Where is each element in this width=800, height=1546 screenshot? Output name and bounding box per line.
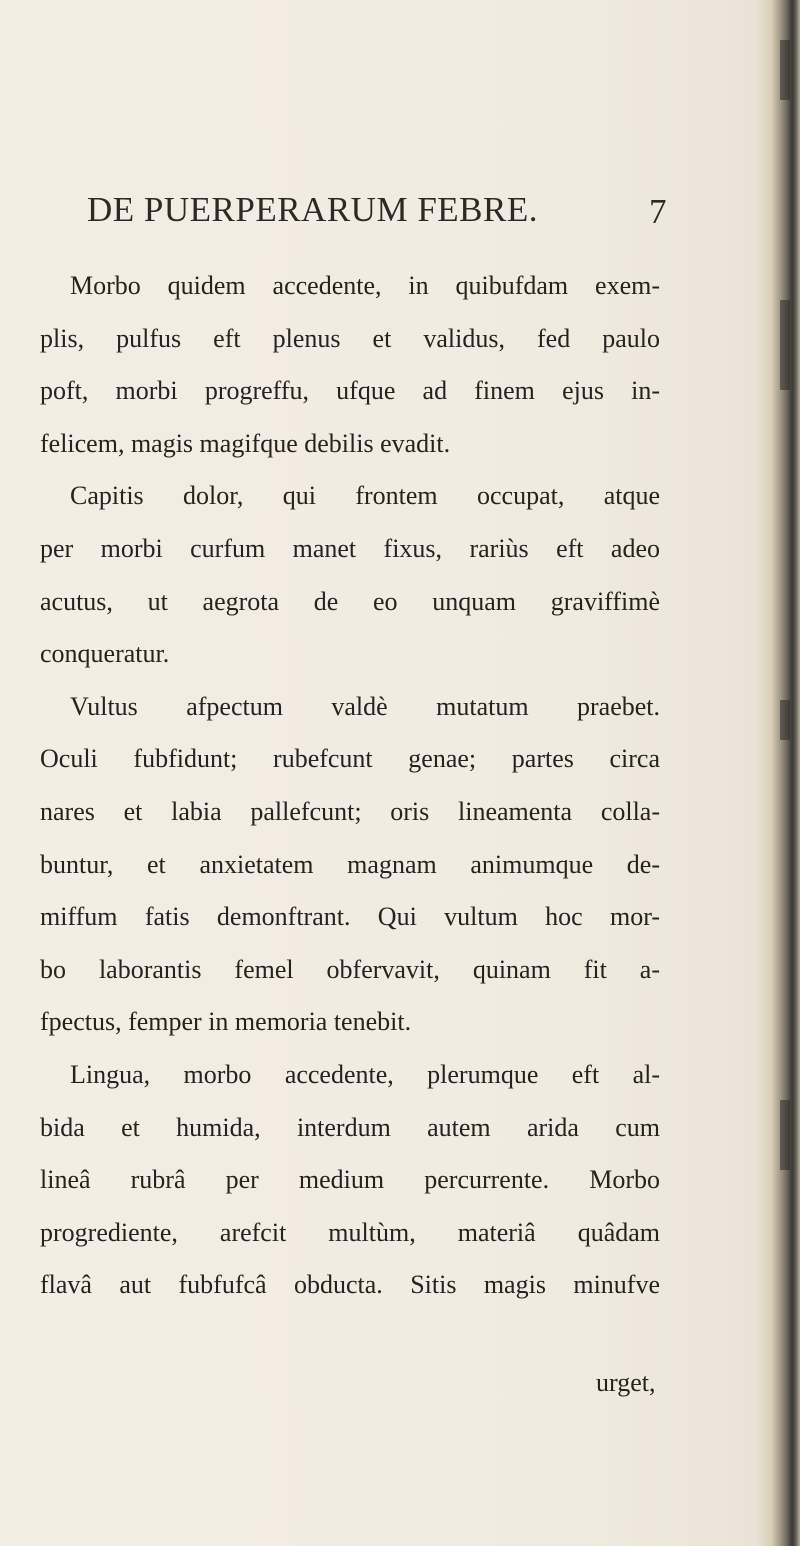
text-line: nares et labia pallefcunt; oris lineamenta colla- — [40, 796, 660, 826]
catchword: urget, — [596, 1368, 656, 1397]
page-binding-shadow — [756, 0, 800, 1546]
text-line: poft, morbi progreffu, ufque ad finem ejus in- — [40, 376, 660, 406]
text-line: Capitis dolor, qui frontem occupat, atque — [70, 481, 660, 511]
text-line: Lingua, morbo accedente, plerumque eft al- — [70, 1059, 660, 1089]
text-line: Vultus afpectum valdè mutatum praebet. — [70, 691, 660, 721]
text-line: bo laborantis femel obfervavit, quinam fit a- — [40, 954, 660, 984]
text-line: felicem, magis magifque debilis evadit. — [40, 428, 451, 458]
binding-speck — [780, 300, 790, 390]
text-line: plis, pulfus eft plenus et validus, fed paulo — [40, 323, 660, 353]
text-line: acutus, ut aegrota de eo unquam graviffimè — [40, 586, 660, 616]
text-line: bida et humida, interdum autem arida cum — [40, 1112, 660, 1142]
text-line: Morbo quidem accedente, in quibufdam exem- — [70, 271, 660, 300]
text-line: lineâ rubrâ per medium percurrente. Morbo — [40, 1165, 660, 1195]
text-line: per morbi curfum manet fixus, rariùs eft adeo — [40, 533, 660, 563]
binding-speck — [780, 700, 790, 740]
running-title: DE PUERPERARUM FEBRE. — [87, 190, 538, 229]
text-line: miffum fatis demonftrant. Qui vultum hoc mor- — [40, 902, 660, 932]
page-header — [87, 190, 667, 240]
text-line: buntur, et anxietatem magnam animumque de- — [40, 849, 660, 879]
text-line: progrediente, arefcit multùm, materiâ quâdam — [40, 1217, 660, 1247]
text-line: flavâ aut fubfufcâ obducta. Sitis magis minufve — [40, 1270, 660, 1300]
binding-speck — [780, 1100, 790, 1170]
page-number: 7 — [649, 192, 667, 231]
text-line: conqueratur. — [40, 639, 170, 669]
text-line: Oculi fubfidunt; rubefcunt genae; partes circa — [40, 744, 660, 774]
body-text — [40, 260, 660, 1312]
binding-speck — [780, 40, 790, 100]
text-line: fpectus, femper in memoria tenebit. — [40, 1007, 412, 1037]
